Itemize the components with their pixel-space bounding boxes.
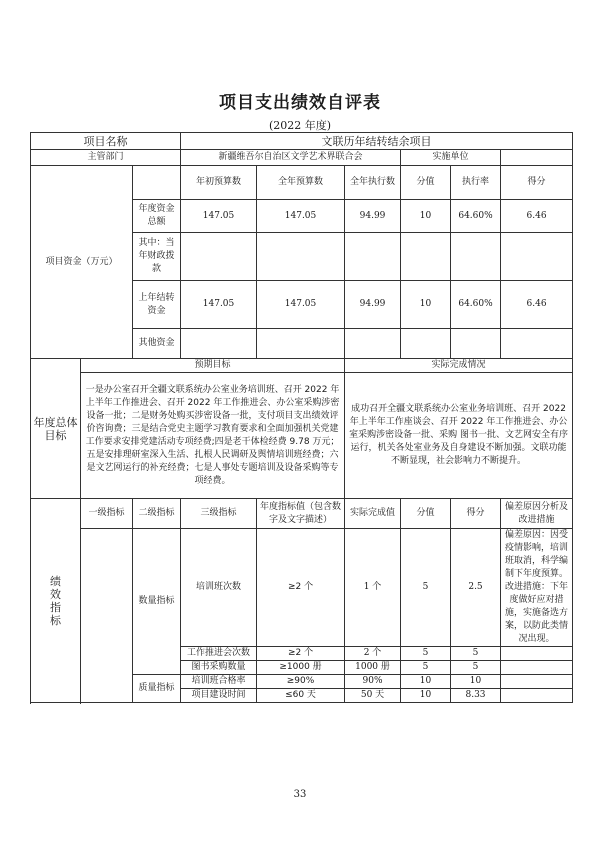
funds-initial: 147.05 bbox=[181, 200, 257, 233]
perf-score-value: 5 bbox=[401, 647, 451, 661]
funds-score-value: 10 bbox=[401, 200, 451, 233]
funds-annual: 147.05 bbox=[257, 200, 345, 233]
project-name-value: 文联历年结转结余项目 bbox=[181, 133, 573, 150]
funds-header-row bbox=[31, 166, 573, 200]
perf-score: 2.5 bbox=[451, 529, 501, 647]
funds-exec: 94.99 bbox=[345, 281, 401, 329]
goals-content-row bbox=[31, 373, 573, 499]
funds-score: 6.46 bbox=[501, 281, 573, 329]
perf-score-value: 10 bbox=[401, 689, 451, 703]
perf-header-deviation: 偏差原因分析及改进措施 bbox=[501, 499, 573, 529]
perf-target: ≤60 天 bbox=[257, 689, 345, 703]
impl-value bbox=[501, 150, 573, 166]
perf-deviation-empty bbox=[501, 675, 573, 689]
perf-target: ≥90% bbox=[257, 675, 345, 689]
perf-score: 5 bbox=[451, 647, 501, 661]
funds-header-score-value: 分值 bbox=[401, 166, 451, 200]
funds-rate bbox=[451, 233, 501, 281]
perf-header-score: 得分 bbox=[451, 499, 501, 529]
evaluation-table bbox=[30, 132, 573, 703]
perf-score-value: 5 bbox=[401, 661, 451, 675]
perf-label-text: 绩效指标 bbox=[50, 574, 61, 627]
funds-initial bbox=[181, 329, 257, 359]
perf-deviation-empty bbox=[501, 647, 573, 661]
perf-score-value: 10 bbox=[401, 675, 451, 689]
funds-exec bbox=[345, 329, 401, 359]
page-title: 项目支出绩效自评表 bbox=[219, 93, 381, 113]
perf-actual: 50 天 bbox=[345, 689, 401, 703]
dept-label: 主管部门 bbox=[31, 150, 181, 166]
perf-indicator: 培训班合格率 bbox=[181, 675, 257, 689]
perf-deviation-empty bbox=[501, 661, 573, 675]
funds-annual bbox=[257, 329, 345, 359]
report-year: (2022 年度) bbox=[268, 119, 332, 132]
perf-indicator: 项目建设时间 bbox=[181, 689, 257, 703]
goals-expected-header: 预期目标 bbox=[81, 359, 345, 373]
funds-initial bbox=[181, 233, 257, 281]
funds-annual bbox=[257, 233, 345, 281]
funds-score bbox=[501, 233, 573, 281]
perf-indicator: 工作推进会次数 bbox=[181, 647, 257, 661]
funds-score: 6.46 bbox=[501, 200, 573, 233]
perf-header-target: 年度指标值（包含数字及文字描述） bbox=[257, 499, 345, 529]
dept-row bbox=[31, 150, 573, 166]
goals-expected-text: 一是办公室召开全疆文联系统办公室业务培训班、召开 2022 年上半年工作推进会、召开 2022 年工作推进会、办公室采购涉密设备一批；二是财务处购买涉密设备一批，支付项目支出绩效评价咨询费；三是结合党史主题学习教育要求和全面加强机关党建工作要求安排党建活动专项经费;四是老干体检经费 9.78 万元；五是安排理研室深入生活、扎根人民调研及舆情培训班经费；六是文艺网运行的补充经费；七是人事处专题培训及设备采购等专项经费。 bbox=[81, 373, 345, 499]
perf-actual: 1000 册 bbox=[345, 661, 401, 675]
funds-rate: 64.60% bbox=[451, 200, 501, 233]
perf-header-level3: 三级指标 bbox=[181, 499, 257, 529]
perf-actual: 90% bbox=[345, 675, 401, 689]
funds-header-score: 得分 bbox=[501, 166, 573, 200]
goals-actual-text: 成功召开全疆文联系统办公室业务培训班、召开 2022 年上半年工作座谈会、召开 2022 年工作推进会、办公室采购涉密设备一批、采购 图书一批、文艺网安全有序运行，机关各处室业务及自身建设不断加强。文联功能不断显现，社会影响力不断提升。 bbox=[345, 373, 573, 499]
funds-score-value: 10 bbox=[401, 281, 451, 329]
funds-exec: 94.99 bbox=[345, 200, 401, 233]
perf-actual: 2 个 bbox=[345, 647, 401, 661]
goals-header-row bbox=[31, 359, 573, 373]
funds-header-blank bbox=[133, 166, 181, 200]
perf-score: 10 bbox=[451, 675, 501, 689]
funds-header-annual: 全年预算数 bbox=[257, 166, 345, 200]
funds-label: 项目资金（万元） bbox=[31, 166, 133, 359]
perf-target: ≥1000 册 bbox=[257, 661, 345, 675]
goals-actual-header: 实际完成情况 bbox=[345, 359, 573, 373]
perf-level2-quality: 质量指标 bbox=[133, 675, 181, 703]
perf-score: 5 bbox=[451, 661, 501, 675]
funds-header-initial: 年初预算数 bbox=[181, 166, 257, 200]
perf-indicator: 图书采购数量 bbox=[181, 661, 257, 675]
funds-row-name: 上年结转资金 bbox=[133, 281, 181, 329]
project-name-row bbox=[31, 133, 573, 150]
perf-header-actual: 实际完成值 bbox=[345, 499, 401, 529]
perf-header-level2: 二级指标 bbox=[133, 499, 181, 529]
funds-score-value bbox=[401, 329, 451, 359]
project-name-label: 项目名称 bbox=[31, 133, 181, 150]
funds-header-rate: 执行率 bbox=[451, 166, 501, 200]
perf-header-level1: 一级指标 bbox=[81, 499, 133, 529]
perf-score: 8.33 bbox=[451, 689, 501, 703]
funds-rate: 64.60% bbox=[451, 281, 501, 329]
perf-level2-quantity: 数量指标 bbox=[133, 529, 181, 675]
funds-row-name: 年度资金总额 bbox=[133, 200, 181, 233]
perf-deviation-note: 偏差原因：因受疫情影响，培训班取消，科学编制下年度预算。改进措施：下年度做好应对措施，实施备选方案，以防此类情况出现。 bbox=[501, 529, 573, 647]
perf-deviation-empty bbox=[501, 689, 573, 703]
perf-header-score-value: 分值 bbox=[401, 499, 451, 529]
perf-label bbox=[31, 499, 81, 703]
goals-label: 年度总体目标 bbox=[31, 359, 81, 499]
funds-score bbox=[501, 329, 573, 359]
funds-rate bbox=[451, 329, 501, 359]
funds-initial: 147.05 bbox=[181, 281, 257, 329]
funds-row-name: 其中：当年财政拨款 bbox=[133, 233, 181, 281]
page-number: 33 bbox=[293, 789, 307, 800]
perf-target: ≥2 个 bbox=[257, 647, 345, 661]
perf-level1-cell bbox=[81, 529, 133, 703]
perf-header-row bbox=[31, 499, 573, 529]
impl-label: 实施单位 bbox=[401, 150, 501, 166]
perf-target: ≥2 个 bbox=[257, 529, 345, 647]
perf-indicator: 培训班次数 bbox=[181, 529, 257, 647]
dept-value: 新疆维吾尔自治区文学艺术界联合会 bbox=[181, 150, 401, 166]
funds-header-exec: 全年执行数 bbox=[345, 166, 401, 200]
funds-row-name: 其他资金 bbox=[133, 329, 181, 359]
perf-actual: 1 个 bbox=[345, 529, 401, 647]
perf-row bbox=[31, 529, 573, 647]
perf-score-value: 5 bbox=[401, 529, 451, 647]
funds-exec bbox=[345, 233, 401, 281]
funds-annual: 147.05 bbox=[257, 281, 345, 329]
funds-score-value bbox=[401, 233, 451, 281]
